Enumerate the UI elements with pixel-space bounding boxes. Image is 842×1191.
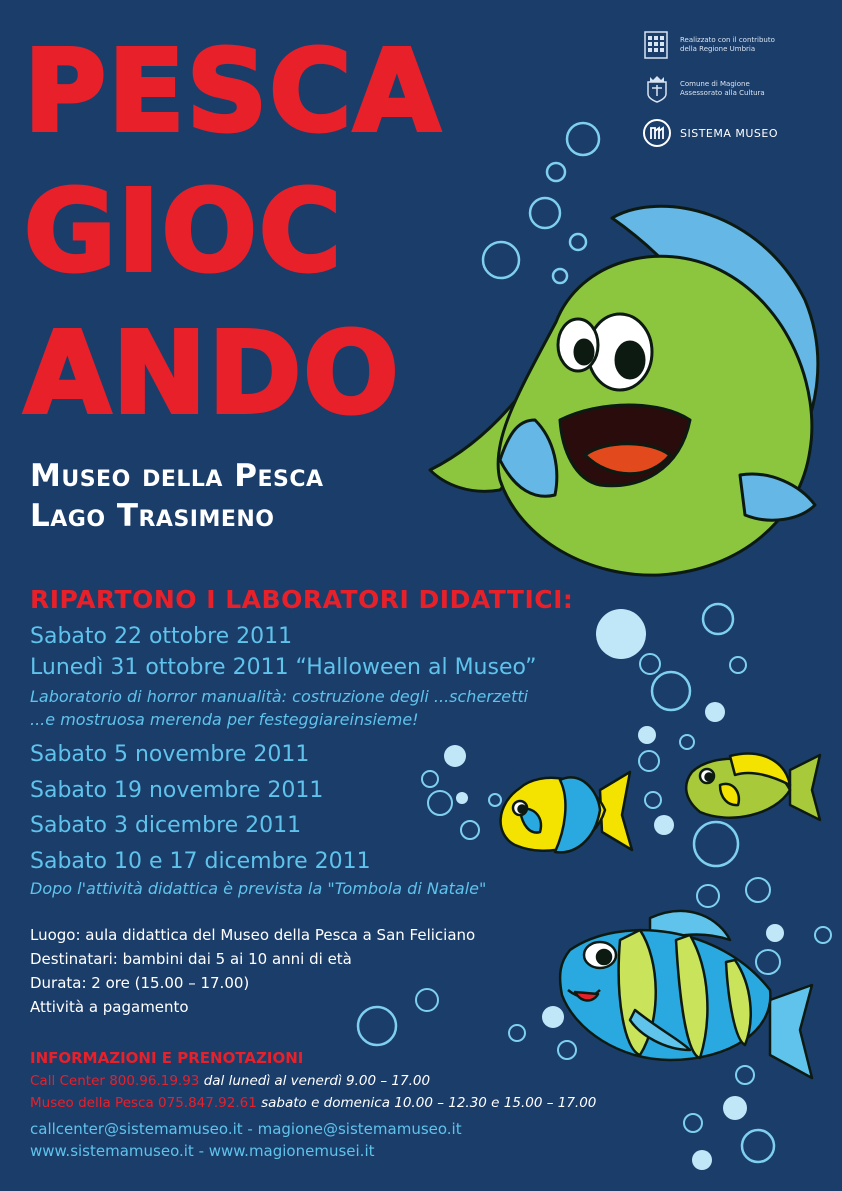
museum-location: Lago Trasimeno: [30, 498, 275, 534]
title-line-1: PESCA: [24, 27, 443, 157]
detail-luogo: Luogo: aula didattica del Museo della Pesca a San Feliciano: [30, 926, 476, 944]
regione-text-line2: della Regione Umbria: [680, 45, 756, 53]
detail-destinatari: Destinatari: bambini dai 5 ai 10 anni di età: [30, 950, 352, 968]
date-2-note-1: Laboratorio di horror manualità: costruzione degli ...scherzetti: [30, 687, 529, 706]
comune-text-line1: Comune di Magione: [680, 80, 750, 89]
date-1: Sabato 22 ottobre 2011: [30, 624, 293, 649]
sistema-museo-logo: [642, 118, 832, 148]
title-line-2: GIOC: [24, 167, 344, 297]
call-center-number: Call Center 800.96.19.93: [30, 1073, 200, 1089]
comune-crest-icon: [642, 74, 672, 104]
website-links[interactable]: www.sistemamuseo.it - www.magionemusei.it: [30, 1142, 375, 1160]
regione-text-line1: Realizzato con il contributo: [680, 36, 775, 45]
green-fish-right: [686, 754, 820, 820]
date-2-note-2: ...e mostruosa merenda per festeggiareinsieme!: [30, 710, 419, 729]
regione-umbria-logo: [642, 30, 832, 60]
bubbles-top: [483, 123, 599, 283]
sistema-museo-text: SISTEMA MUSEO: [680, 126, 779, 140]
email-links[interactable]: callcenter@sistemamuseo.it - magione@sistemamuseo.it: [30, 1120, 462, 1138]
comune-magione-logo: [642, 74, 832, 104]
date-6-note: Dopo l'attività didattica è prevista la "Tombola di Natale": [30, 879, 487, 898]
green-fish: [430, 206, 818, 575]
date-5: Sabato 3 dicembre 2011: [30, 813, 302, 838]
labs-heading: RIPARTONO I LABORATORI DIDATTICI:: [30, 585, 574, 614]
sistema-museo-icon: [642, 118, 672, 148]
date-3: Sabato 5 novembre 2011: [30, 742, 310, 767]
date-6: Sabato 10 e 17 dicembre 2011: [30, 849, 371, 874]
call-center-hours: dal lunedì al venerdì 9.00 – 17.00: [199, 1073, 431, 1089]
museo-phone-hours: sabato e domenica 10.00 – 12.30 e 15.00 – 17.00: [256, 1095, 597, 1111]
yellow-fish-left: [501, 772, 632, 852]
title-line-3: ANDO: [24, 309, 401, 439]
regione-umbria-text: [680, 36, 775, 54]
detail-durata: Durata: 2 ore (15.00 – 17.00): [30, 974, 250, 992]
museo-phone-number: Museo della Pesca 075.847.92.61: [30, 1095, 257, 1111]
comune-text-line2: Assessorato alla Cultura: [680, 89, 765, 97]
sponsor-logos: [642, 30, 832, 162]
museum-name: Museo della Pesca: [30, 458, 324, 494]
date-4: Sabato 19 novembre 2011: [30, 778, 324, 803]
date-2: Lunedì 31 ottobre 2011 “Halloween al Museo”: [30, 655, 537, 680]
info-heading: INFORMAZIONI E PRENOTAZIONI: [30, 1049, 304, 1067]
museo-phone-line: [30, 1095, 596, 1111]
detail-pagamento: Attività a pagamento: [30, 998, 189, 1016]
comune-magione-text: [680, 80, 765, 98]
regione-umbria-icon: [642, 30, 672, 60]
call-center-line: [30, 1073, 430, 1089]
